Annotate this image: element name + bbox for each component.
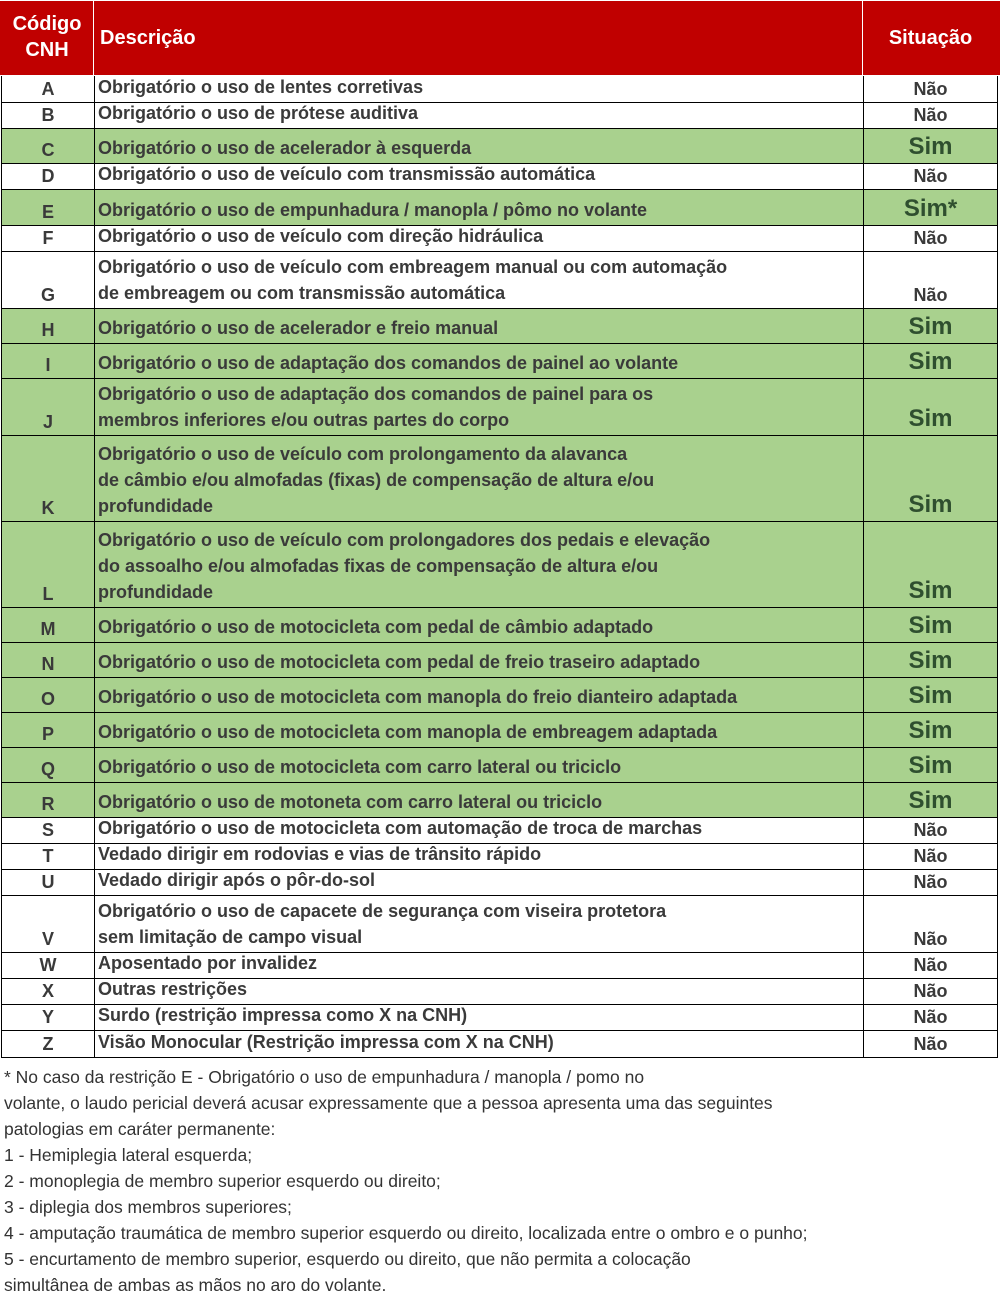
description-cell bbox=[94, 896, 863, 953]
status-value: Não bbox=[913, 872, 948, 892]
table-row bbox=[0, 748, 1000, 783]
restriction-description bbox=[98, 350, 859, 376]
restriction-code: G bbox=[40, 285, 55, 305]
restriction-code: M bbox=[40, 619, 56, 639]
restriction-code: X bbox=[41, 981, 54, 1001]
description-line: Obrigatório o uso de capacete de segurança com viseira protetora bbox=[98, 901, 667, 921]
restriction-description bbox=[98, 527, 859, 605]
description-cell bbox=[94, 522, 863, 608]
description-line: Obrigatório o uso de motoneta com carro lateral ou triciclo bbox=[98, 792, 603, 812]
table-row bbox=[0, 164, 1000, 190]
status-cell bbox=[863, 818, 998, 844]
status-cell bbox=[863, 713, 998, 748]
status-value: Não bbox=[913, 1034, 948, 1054]
description-cell bbox=[94, 226, 863, 252]
status-cell bbox=[863, 522, 998, 608]
table-row bbox=[0, 129, 1000, 164]
status-value: Sim* bbox=[903, 195, 958, 222]
status-cell bbox=[863, 953, 998, 979]
table-row bbox=[0, 103, 1000, 129]
restriction-code: N bbox=[41, 654, 55, 674]
status-cell bbox=[863, 870, 998, 896]
description-cell bbox=[94, 436, 863, 522]
restriction-code: E bbox=[41, 202, 54, 222]
restriction-code: O bbox=[40, 689, 55, 709]
status-cell bbox=[863, 608, 998, 643]
description-line: Obrigatório o uso de veículo com direção hidráulica bbox=[98, 226, 544, 246]
restriction-description bbox=[98, 719, 859, 745]
restriction-description bbox=[98, 441, 859, 519]
footnote-line: 2 - monoplegia de membro superior esquerdo ou direito; bbox=[4, 1171, 441, 1191]
description-line: Obrigatório o uso de veículo com embreagem manual ou com automação bbox=[98, 257, 728, 277]
status-value: Não bbox=[913, 1007, 948, 1027]
restriction-description bbox=[98, 614, 859, 640]
status-value: Não bbox=[913, 166, 948, 186]
table-row bbox=[0, 643, 1000, 678]
restriction-description bbox=[98, 100, 859, 126]
description-cell bbox=[94, 1031, 863, 1058]
footnote-line: patologias em caráter permanente: bbox=[4, 1119, 276, 1139]
restriction-description bbox=[98, 684, 859, 710]
description-cell bbox=[94, 713, 863, 748]
restriction-description bbox=[98, 649, 859, 675]
header-status: Situação bbox=[888, 27, 973, 49]
footnote-line: 1 - Hemiplegia lateral esquerda; bbox=[4, 1145, 253, 1165]
description-cell bbox=[94, 608, 863, 643]
status-value: Sim bbox=[908, 752, 953, 779]
restriction-code: I bbox=[45, 355, 51, 375]
status-cell bbox=[863, 1005, 998, 1031]
code-cell bbox=[1, 748, 94, 783]
description-line: de câmbio e/ou almofadas (fixas) de compensação de altura e/ou bbox=[98, 470, 655, 490]
code-cell bbox=[1, 783, 94, 818]
restriction-description bbox=[98, 1002, 859, 1028]
restriction-description bbox=[98, 754, 859, 780]
description-line: Obrigatório o uso de lentes corretivas bbox=[98, 77, 424, 97]
description-line: Visão Monocular (Restrição impressa com X na CNH) bbox=[98, 1032, 554, 1052]
footnote-line: 5 - encurtamento de membro superior, esquerdo ou direito, que não permita a colocação bbox=[4, 1249, 691, 1269]
status-cell bbox=[863, 379, 998, 436]
restriction-code: V bbox=[41, 929, 54, 949]
restriction-code: K bbox=[41, 498, 55, 518]
description-cell bbox=[94, 379, 863, 436]
status-value: Sim bbox=[908, 491, 953, 518]
status-value: Sim bbox=[908, 717, 953, 744]
description-line: Obrigatório o uso de motocicleta com automação de troca de marchas bbox=[98, 818, 703, 838]
code-cell bbox=[1, 226, 94, 252]
description-line: Obrigatório o uso de motocicleta com pedal de freio traseiro adaptado bbox=[98, 652, 701, 672]
table-row bbox=[0, 379, 1000, 436]
restriction-code: Y bbox=[41, 1007, 54, 1027]
description-line: membros inferiores e/ou outras partes do corpo bbox=[98, 410, 510, 430]
description-line: Outras restrições bbox=[98, 979, 248, 999]
restriction-code: Z bbox=[42, 1034, 54, 1054]
restriction-description bbox=[98, 161, 859, 187]
restriction-code: S bbox=[41, 820, 54, 840]
table-row bbox=[0, 783, 1000, 818]
restriction-description bbox=[98, 815, 859, 841]
code-cell bbox=[1, 643, 94, 678]
description-cell bbox=[94, 678, 863, 713]
description-line: Obrigatório o uso de empunhadura / manopla / pômo no volante bbox=[98, 200, 648, 220]
description-line: do assoalho e/ou almofadas fixas de compensação de altura e/ou bbox=[98, 556, 659, 576]
table-row bbox=[0, 678, 1000, 713]
description-line: Obrigatório o uso de adaptação dos comandos de painel para os bbox=[98, 384, 654, 404]
code-cell bbox=[1, 678, 94, 713]
description-cell bbox=[94, 344, 863, 379]
restriction-code: Q bbox=[40, 759, 55, 779]
description-cell bbox=[94, 129, 863, 164]
description-cell bbox=[94, 643, 863, 678]
status-value: Não bbox=[913, 846, 948, 866]
status-cell bbox=[863, 76, 998, 103]
code-cell bbox=[1, 818, 94, 844]
restriction-description bbox=[98, 789, 859, 815]
code-cell bbox=[1, 190, 94, 226]
status-cell bbox=[863, 226, 998, 252]
code-cell bbox=[1, 344, 94, 379]
status-cell bbox=[863, 678, 998, 713]
restriction-description bbox=[98, 841, 859, 867]
restriction-code: J bbox=[42, 412, 53, 432]
status-value: Sim bbox=[908, 133, 953, 160]
description-cell bbox=[94, 190, 863, 226]
footnote-line: simultânea de ambas as mãos no aro do volante. bbox=[4, 1275, 387, 1295]
status-cell bbox=[863, 344, 998, 379]
code-cell bbox=[1, 103, 94, 129]
table-header bbox=[0, 1, 1000, 75]
code-cell bbox=[1, 608, 94, 643]
description-line: Vedado dirigir em rodovias e vias de trânsito rápido bbox=[98, 844, 542, 864]
status-cell bbox=[863, 309, 998, 344]
code-cell bbox=[1, 379, 94, 436]
restriction-description bbox=[98, 976, 859, 1002]
restriction-code: H bbox=[41, 320, 55, 340]
status-value: Não bbox=[913, 228, 948, 248]
restriction-description bbox=[98, 898, 859, 950]
restriction-description bbox=[98, 867, 859, 893]
description-line: Obrigatório o uso de adaptação dos comandos de painel ao volante bbox=[98, 353, 679, 373]
description-line: Obrigatório o uso de acelerador e freio manual bbox=[98, 318, 499, 338]
description-line: de embreagem ou com transmissão automática bbox=[98, 283, 506, 303]
header-description: Descrição bbox=[94, 1, 863, 75]
status-value: Sim bbox=[908, 682, 953, 709]
restriction-code: P bbox=[41, 724, 54, 744]
status-value: Sim bbox=[908, 313, 953, 340]
description-line: Obrigatório o uso de motocicleta com pedal de câmbio adaptado bbox=[98, 617, 654, 637]
code-cell bbox=[1, 129, 94, 164]
status-cell bbox=[863, 896, 998, 953]
restriction-description bbox=[98, 1029, 859, 1055]
status-cell bbox=[863, 844, 998, 870]
footnote-line: 4 - amputação traumática de membro superior esquerdo ou direito, localizada entre o ombro e o punho; bbox=[4, 1223, 808, 1243]
code-cell bbox=[1, 713, 94, 748]
footnote bbox=[4, 1064, 994, 1298]
restriction-description bbox=[98, 950, 859, 976]
description-cell bbox=[94, 76, 863, 103]
description-line: profundidade bbox=[98, 496, 213, 516]
description-cell bbox=[94, 870, 863, 896]
restriction-description bbox=[98, 254, 859, 306]
restriction-code: B bbox=[41, 105, 55, 125]
restriction-description bbox=[98, 135, 859, 161]
status-cell bbox=[863, 979, 998, 1005]
code-cell bbox=[1, 870, 94, 896]
table-row bbox=[0, 436, 1000, 522]
status-cell bbox=[863, 748, 998, 783]
table-row bbox=[0, 309, 1000, 344]
restriction-code: F bbox=[42, 228, 54, 248]
description-cell bbox=[94, 748, 863, 783]
table-row bbox=[0, 1031, 1000, 1058]
restriction-description bbox=[98, 223, 859, 249]
description-line: profundidade bbox=[98, 582, 213, 602]
code-cell bbox=[1, 1005, 94, 1031]
restriction-description bbox=[98, 197, 859, 223]
description-cell bbox=[94, 783, 863, 818]
restriction-code: C bbox=[41, 140, 55, 160]
code-cell bbox=[1, 844, 94, 870]
table-row bbox=[0, 344, 1000, 379]
status-value: Não bbox=[913, 929, 948, 949]
restriction-code: R bbox=[41, 794, 55, 814]
restriction-code: A bbox=[41, 79, 55, 99]
code-cell bbox=[1, 896, 94, 953]
description-cell bbox=[94, 1005, 863, 1031]
status-value: Sim bbox=[908, 647, 953, 674]
code-cell bbox=[1, 953, 94, 979]
status-value: Sim bbox=[908, 787, 953, 814]
status-value: Sim bbox=[908, 348, 953, 375]
code-cell bbox=[1, 522, 94, 608]
restriction-code: W bbox=[39, 955, 57, 975]
restriction-code: T bbox=[42, 846, 54, 866]
description-line: Obrigatório o uso de prótese auditiva bbox=[98, 103, 419, 123]
table-row bbox=[0, 608, 1000, 643]
description-line: Surdo (restrição impressa como X na CNH) bbox=[98, 1005, 468, 1025]
status-cell bbox=[863, 436, 998, 522]
status-value: Não bbox=[913, 105, 948, 125]
description-line: Obrigatório o uso de veículo com prolongadores dos pedais e elevação bbox=[98, 530, 711, 550]
description-cell bbox=[94, 309, 863, 344]
description-cell bbox=[94, 252, 863, 309]
table-row bbox=[0, 76, 1000, 103]
restriction-code: D bbox=[41, 166, 55, 186]
status-value: Não bbox=[913, 981, 948, 1001]
table-row bbox=[0, 522, 1000, 608]
status-cell bbox=[863, 164, 998, 190]
status-cell bbox=[863, 103, 998, 129]
table-row bbox=[0, 870, 1000, 896]
description-line: Obrigatório o uso de acelerador à esquerda bbox=[98, 138, 472, 158]
table-row bbox=[0, 252, 1000, 309]
code-cell bbox=[1, 309, 94, 344]
header-code: Código CNH bbox=[1, 1, 94, 75]
description-line: Obrigatório o uso de veículo com transmissão automática bbox=[98, 164, 596, 184]
footnote-line: * No caso da restrição E - Obrigatório o uso de empunhadura / manopla / pomo no bbox=[4, 1067, 645, 1087]
status-value: Sim bbox=[908, 577, 953, 604]
restriction-description bbox=[98, 315, 859, 341]
footnote-line: volante, o laudo pericial deverá acusar expressamente que a pessoa apresenta uma das seguintes bbox=[4, 1093, 773, 1113]
description-line: Vedado dirigir após o pôr-do-sol bbox=[98, 870, 376, 890]
code-cell bbox=[1, 164, 94, 190]
code-cell bbox=[1, 436, 94, 522]
status-value: Não bbox=[913, 820, 948, 840]
restriction-code: L bbox=[42, 584, 54, 604]
footnote-line: 3 - diplegia dos membros superiores; bbox=[4, 1197, 292, 1217]
description-line: Aposentado por invalidez bbox=[98, 953, 318, 973]
status-value: Não bbox=[913, 79, 948, 99]
description-cell bbox=[94, 164, 863, 190]
description-line: Obrigatório o uso de motocicleta com manopla do freio dianteiro adaptada bbox=[98, 687, 738, 707]
code-cell bbox=[1, 1031, 94, 1058]
status-cell bbox=[863, 1031, 998, 1058]
table-row bbox=[0, 896, 1000, 953]
restriction-description bbox=[98, 74, 859, 100]
code-cell bbox=[1, 76, 94, 103]
code-cell bbox=[1, 979, 94, 1005]
status-cell bbox=[863, 783, 998, 818]
table-row bbox=[0, 713, 1000, 748]
table-row bbox=[0, 190, 1000, 226]
description-line: Obrigatório o uso de motocicleta com carro lateral ou triciclo bbox=[98, 757, 622, 777]
status-value: Não bbox=[913, 285, 948, 305]
status-cell bbox=[863, 190, 998, 226]
status-cell bbox=[863, 252, 998, 309]
status-value: Não bbox=[913, 955, 948, 975]
restriction-code: U bbox=[41, 872, 55, 892]
table-row bbox=[0, 226, 1000, 252]
description-line: Obrigatório o uso de veículo com prolongamento da alavanca bbox=[98, 444, 628, 464]
status-value: Sim bbox=[908, 612, 953, 639]
code-cell bbox=[1, 252, 94, 309]
status-cell bbox=[863, 129, 998, 164]
status-value: Sim bbox=[908, 405, 953, 432]
status-cell bbox=[863, 643, 998, 678]
description-line: sem limitação de campo visual bbox=[98, 927, 363, 947]
description-line: Obrigatório o uso de motocicleta com manopla de embreagem adaptada bbox=[98, 722, 718, 742]
description-cell bbox=[94, 103, 863, 129]
restriction-description bbox=[98, 381, 859, 433]
table-row bbox=[0, 1005, 1000, 1031]
